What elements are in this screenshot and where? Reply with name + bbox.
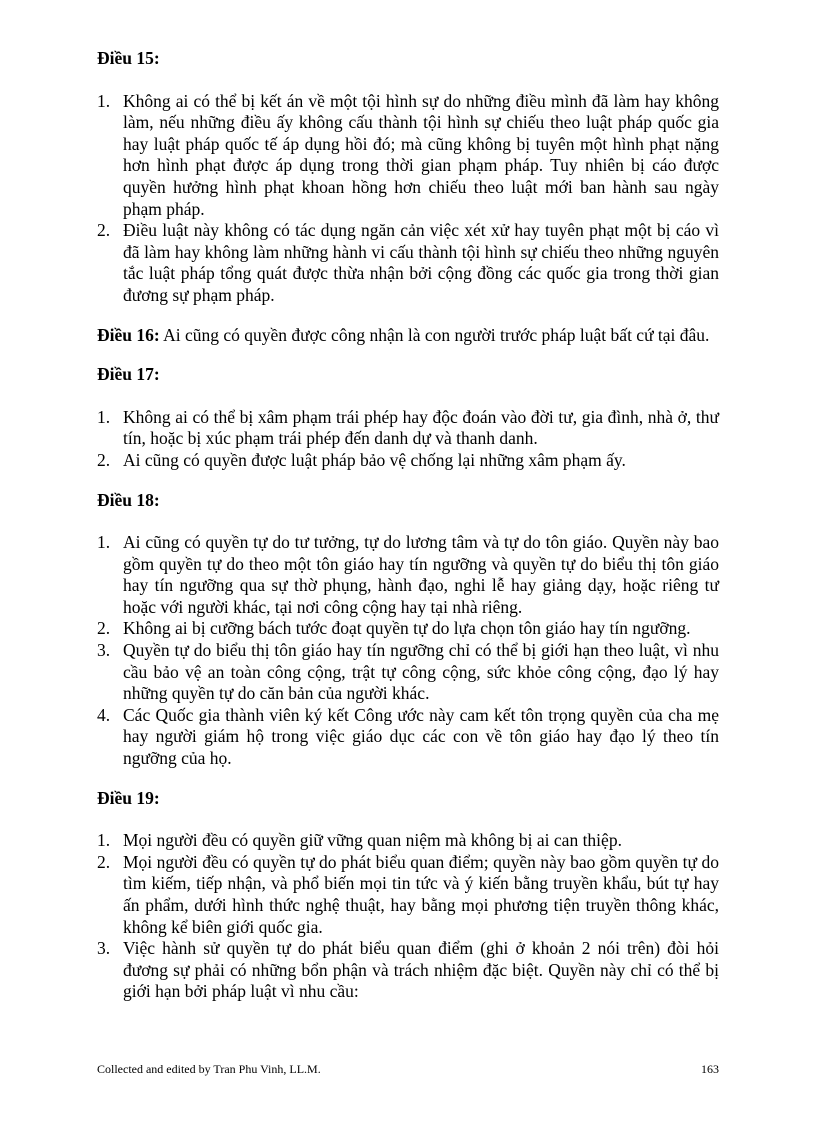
article-16-heading: Điều 16: [97,324,160,345]
article-15-list [97,91,719,307]
list-item-text: Không ai có thể bị xâm phạm trái phép hay độc đoán vào đời tư, gia đình, nhà ở, thư tín, hoặc bị xúc phạm trái phép đến danh dự và thanh danh. [123,406,719,449]
list-item-text: Không ai bị cưỡng bách tước đoạt quyền tự do lựa chọn tôn giáo hay tín ngưỡng. [123,618,691,639]
list-item-text: Mọi người đều có quyền tự do phát biểu quan điểm; quyền này bao gồm quyền tự do tìm kiếm, tiếp nhận, và phổ biến mọi tin tức và ý kiến bằng truyền khẩu, bút tự hay ấn phẩm, dưới hình thức nghệ thuật, hay bằng mọi phương tiện truyền thông khác, không kể biên giới quốc gia. [123,851,719,937]
list-item-text: Ai cũng có quyền được luật pháp bảo vệ chống lại những xâm phạm ấy. [123,449,626,470]
list-item-text: Việc hành sử quyền tự do phát biểu quan điểm (ghi ở khoản 2 nói trên) đòi hỏi đương sự phải có những bổn phận và trách nhiệm đặc biệt. Quyền này chỉ có thể bị giới hạn bởi pháp luật vì nhu cầu: [123,938,719,1002]
article-17-list [97,407,719,472]
list-item [97,852,719,938]
list-item [97,91,719,221]
article-18-list [97,532,719,770]
footer-credit: Collected and edited by Tran Phu Vinh, LL.M. [97,1062,321,1076]
list-item-number: 4. [97,704,111,725]
list-item-number: 1. [97,90,111,111]
article-17-heading: Điều 17: [97,364,160,385]
list-item [97,830,719,852]
list-item-text: Mọi người đều có quyền giữ vững quan niệm mà không bị ai can thiệp. [123,830,622,851]
list-item [97,640,719,705]
list-item-number: 2. [97,220,111,241]
list-item-text: Ai cũng có quyền tự do tư tưởng, tự do lương tâm và tự do tôn giáo. Quyền này bao gồm quyền tự do theo một tôn giáo hay tín ngưỡng và quyền tự do biểu thị tôn giáo hay tín ngưỡng qua sự thờ phụng, hành đạo, nghi lễ hay giảng dạy, hoặc riêng tư hoặc với người khác, tại nơi công cộng hay tại nhà riêng. [123,532,719,617]
article-18-heading: Điều 18: [97,489,160,510]
list-item [97,407,719,450]
article-19-list [97,830,719,1003]
list-item-number: 1. [97,406,111,427]
article-16-paragraph [97,325,719,347]
list-item [97,532,719,618]
page-footer [97,1062,719,1076]
article-15-heading: Điều 15: [97,48,160,68]
list-item-text: Các Quốc gia thành viên ký kết Công ước này cam kết tôn trọng quyền của cha mẹ hay người giám hộ trong việc giáo dục các con về tôn giáo hay đạo lý theo tín ngưỡng của họ. [123,704,719,769]
list-item-number: 2. [97,851,111,872]
list-item-number: 1. [97,830,111,851]
list-item-number: 1. [97,532,111,553]
list-item [97,450,719,472]
page-number: 163 [701,1062,719,1076]
list-item-text: Quyền tự do biểu thị tôn giáo hay tín ngưỡng chỉ có thể bị giới hạn theo luật, vì nhu cầu bảo vệ an toàn công cộng, trật tự công cộng, sức khỏe công cộng, đạo lý hay những quyền tự do căn bản của người khác. [123,640,719,704]
list-item-text: Không ai có thể bị kết án về một tội hình sự do những điều mình đã làm hay không làm, nếu những điều ấy không cấu thành tội hình sự chiếu theo luật pháp quốc gia hay luật pháp quốc tế áp dụng hồi đó; mà cũng không bị tuyên một hình phạt nặng hơn hình phạt được áp dụng trong thời gian phạm pháp. Tuy nhiên bị cáo được quyền hưởng hình phạt khoan hồng hơn chiếu theo luật mới ban hành sau ngày phạm pháp. [123,90,719,219]
document-page [97,48,719,1003]
list-item [97,705,719,770]
article-16-text: Ai cũng có quyền được công nhận là con người trước pháp luật bất cứ tại đâu. [163,324,710,345]
list-item [97,938,719,1003]
article-19-heading: Điều 19: [97,787,160,808]
list-item-number: 2. [97,449,111,470]
list-item-number: 2. [97,618,111,639]
list-item-text: Điều luật này không có tác dụng ngăn cản việc xét xử hay tuyên phạt một bị cáo vì đã làm hay không làm những hành vi cấu thành tội hình sự chiếu theo những nguyên tắc luật pháp tổng quát được thừa nhận bởi cộng đồng các quốc gia trong thời gian đương sự phạm pháp. [123,220,719,305]
list-item-number: 3. [97,938,111,959]
list-item [97,618,719,640]
list-item-number: 3. [97,640,111,661]
list-item [97,220,719,306]
